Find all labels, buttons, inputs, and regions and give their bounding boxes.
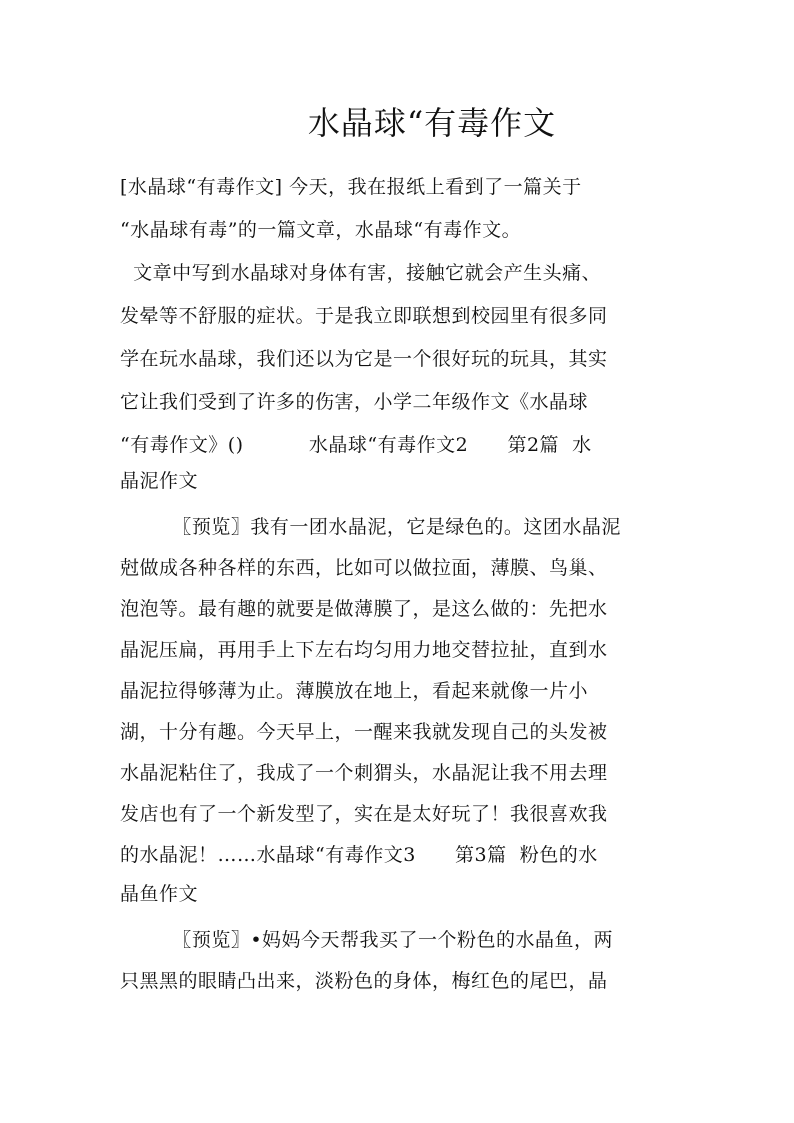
text-line-content: 它让我们受到了许多的伤害，小学二年级作文《水晶球: [120, 391, 589, 413]
document-title: 水晶球“有毒作文: [307, 104, 557, 142]
text-line: [120, 512, 680, 539]
text-line-content: 文章中写到水晶球对身体有害，接触它就会产生头痛、: [120, 262, 602, 284]
text-line: [120, 966, 680, 993]
text-line: [120, 258, 680, 285]
text-line: [120, 387, 680, 414]
text-line-content: 晶泥压扁，再用手上下左右均匀用力地交替拉扯，直到水: [120, 639, 608, 661]
text-line-content: 晶泥拉得够薄为止。薄膜放在地上，看起来就像一片小: [120, 680, 589, 702]
text-line-content: 晶泥作文: [120, 470, 199, 492]
text-line-content: 的水晶泥！……水晶球“有毒作文3 第3篇 粉色的水: [120, 844, 598, 866]
text-line-content: 湖，十分有趣。今天早上，一醒来我就发现自己的头发被: [120, 721, 608, 743]
text-line: [120, 758, 680, 785]
text-line-content: 发店也有了一个新发型了，实在是太好玩了！我很喜欢我: [120, 803, 608, 825]
text-line: [120, 840, 680, 867]
text-line-content: 晶鱼作文: [120, 883, 199, 905]
text-line: [120, 215, 680, 242]
text-line-content: 水晶泥粘住了，我成了一个刺猬头，水晶泥让我不用去理: [120, 762, 608, 784]
text-line: [120, 635, 680, 662]
text-line: [120, 925, 680, 952]
text-line-content: 学在玩水晶球，我们还以为它是一个很好玩的玩具，其实: [120, 348, 608, 370]
text-line-content: “有毒作文》() 水晶球“有毒作文2 第2篇 水: [120, 434, 592, 456]
text-line-content: 发晕等不舒服的症状。于是我立即联想到校园里有很多同: [120, 305, 608, 327]
text-line-content: 只黑黑的眼睛凸出来，淡粉色的身体，梅红色的尾巴，晶: [120, 970, 608, 992]
text-line: [120, 879, 680, 906]
text-line: [120, 172, 680, 199]
text-line: [120, 301, 680, 328]
text-line: [120, 594, 680, 621]
text-line: [120, 676, 680, 703]
text-line: [120, 553, 680, 580]
text-line: [120, 466, 680, 493]
text-line-content: [水晶球“有毒作文] 今天，我在报纸上看到了一篇关于: [120, 176, 582, 198]
text-line-content: 泡泡等。最有趣的就要是做薄膜了，是这么做的：先把水: [120, 598, 608, 620]
text-line: [120, 430, 680, 457]
text-line: [120, 717, 680, 744]
text-line: [120, 799, 680, 826]
text-line-content: 〖预览〗•妈妈今天帮我买了一个粉色的水晶鱼，两: [120, 929, 614, 951]
text-line-content: 尅做成各种各样的东西，比如可以做拉面，薄膜、鸟巢、: [120, 557, 608, 579]
text-line-content: 〖预览〗我有一团水晶泥，它是绿色的。这团水晶泥: [120, 516, 621, 538]
text-line: [120, 344, 680, 371]
text-line-content: “水晶球有毒”的一篇文章，水晶球“有毒作文。: [120, 219, 522, 241]
